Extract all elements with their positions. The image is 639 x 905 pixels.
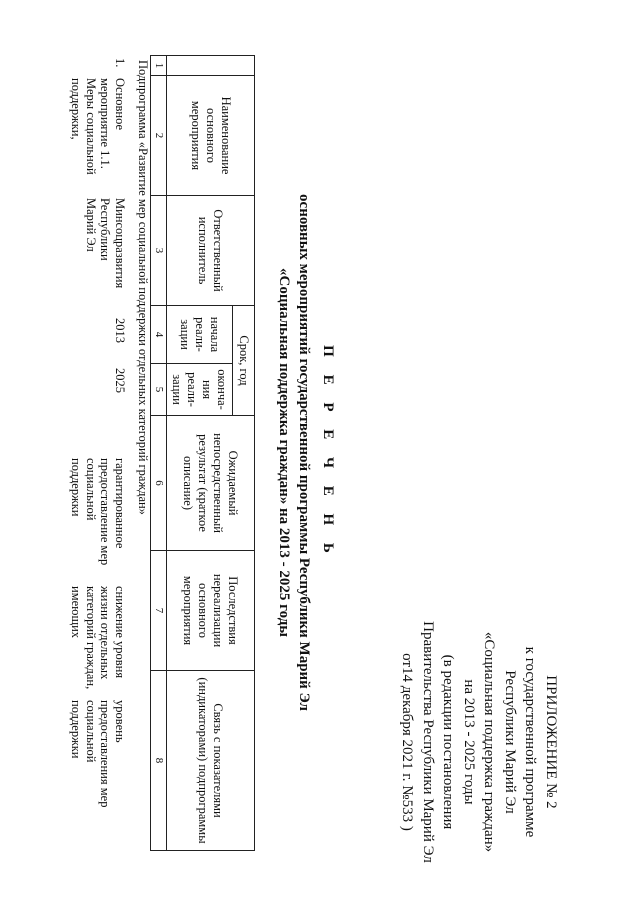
column-number: 7 (151, 551, 167, 671)
measure-end-year: 2025 (113, 368, 127, 393)
appendix-line: Республики Марий Эл (502, 670, 518, 814)
title-line: основных мероприятий государственной программы Республики Марий Эл (296, 194, 312, 711)
measures-table (150, 55, 255, 851)
column-number: 3 (151, 196, 167, 306)
result-line: предоставление мер (98, 458, 113, 566)
measure-name-line: Меры социальной (84, 78, 98, 175)
appendix-line: (в редакции постановления (440, 654, 457, 830)
column-number: 8 (151, 671, 167, 851)
measure-name (69, 78, 127, 178)
measure-start-year: 2013 (113, 318, 127, 343)
measure-consequence (69, 586, 127, 690)
header-cell-result: Ожидаемый непосредственный результат (краткое описание) (167, 416, 255, 551)
measure-name-line: поддержки, (69, 78, 84, 140)
header-cell-consequence: Последствия нереализации основного мероприятия (167, 551, 255, 671)
header-cell-name: Наименование основного мероприятия (167, 76, 255, 196)
header-cell-term: Срок, год (233, 306, 255, 416)
appendix-line: ПРИЛОЖЕНИЕ № 2 (543, 675, 559, 809)
subprogram-title: Подпрограмма «Развитие мер социальной поддержки отдельных категорий граждан» (136, 60, 150, 515)
consequence-line: жизни отдельных (98, 586, 113, 680)
title-line: «Социальная поддержка граждан» на 2013 - 2025 годы (276, 268, 292, 637)
link-line: социальной (84, 700, 98, 763)
document-heading: П Е Р Е Ч Е Н Ь (320, 345, 336, 560)
header-cell-start: начала реали- зации (167, 306, 233, 364)
column-number: 5 (151, 364, 167, 416)
document-title (274, 0, 314, 905)
measure-executor (84, 198, 128, 289)
link-line: предоставления мер (98, 700, 113, 808)
executor-line: Республики (98, 198, 113, 261)
measure-indicator-link (69, 700, 127, 830)
column-number: 4 (151, 306, 167, 364)
result-line: поддержки (69, 458, 84, 517)
column-number: 6 (151, 416, 167, 551)
consequence-line: категорий граждан, (84, 586, 98, 690)
measure-name-line: Основное (113, 78, 127, 131)
appendix-line: Правительства Республики Марий Эл (420, 621, 436, 863)
appendix-line: от14 декабря 2021 г. №533 ) (399, 653, 416, 831)
executor-line: Минсоцразвития (113, 198, 127, 289)
measure-name-line: мероприятие 1.1. (98, 78, 113, 169)
link-line: поддержки (69, 700, 84, 759)
appendix-block (397, 597, 561, 887)
consequence-line: снижение уровня (113, 586, 127, 679)
appendix-line: к государственной программе (522, 646, 539, 838)
measure-result (69, 458, 127, 573)
link-line: уровень (113, 700, 127, 743)
row-number: 1. (113, 58, 127, 68)
column-number: 1 (151, 56, 167, 76)
header-cell-executor: Ответственный исполнитель (167, 196, 255, 306)
result-line: гарантированное (113, 458, 127, 549)
header-cell-end: оконча- ния реали- зации (167, 364, 233, 416)
consequence-line: имеющих (69, 586, 84, 639)
appendix-line: «Социальная поддержка граждан» (481, 631, 498, 853)
appendix-line: на 2013 - 2025 годы (461, 679, 477, 805)
executor-line: Марий Эл (84, 198, 98, 252)
header-cell-link: Связь с показателями (индикаторами) подпрограммы (167, 671, 255, 851)
column-number: 2 (151, 76, 167, 196)
result-line: социальной (84, 458, 98, 521)
header-cell-num (167, 56, 255, 76)
